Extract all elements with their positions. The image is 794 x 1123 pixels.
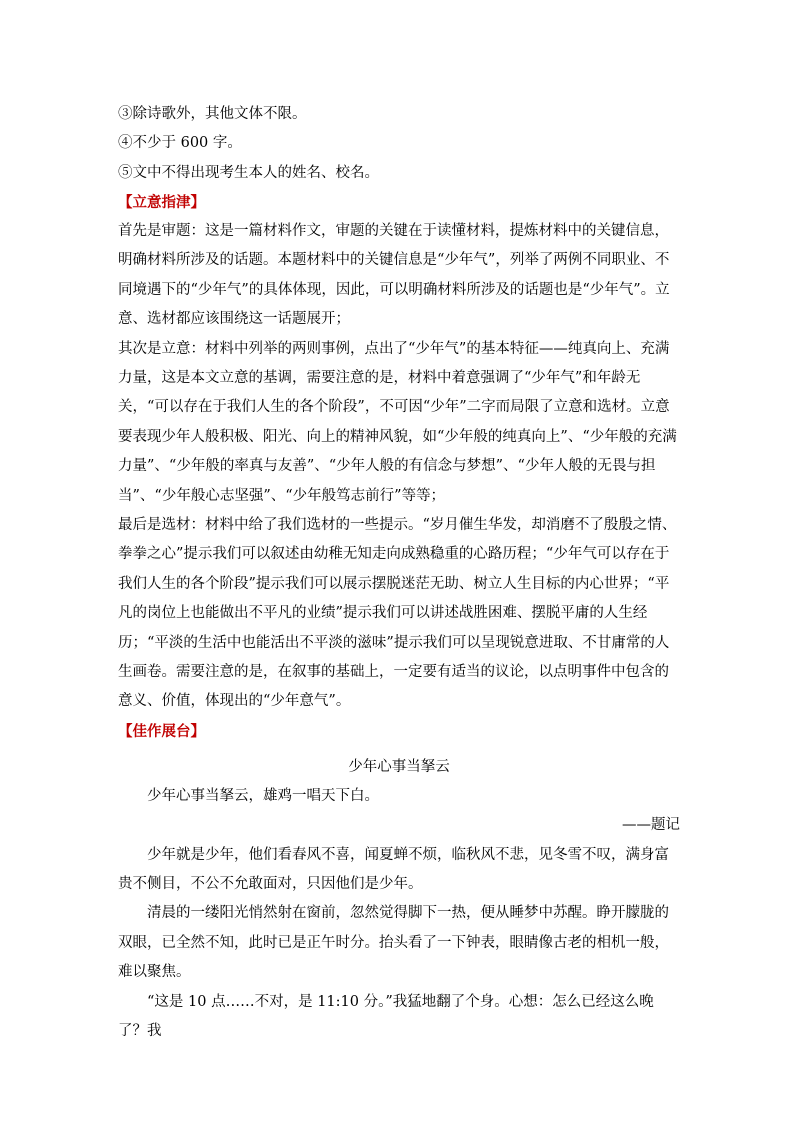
requirements-list xyxy=(118,100,680,188)
essay-title: 少年心事当拏云 xyxy=(348,758,450,775)
requirement-item: ③除诗歌外，其他文体不限。 xyxy=(118,106,307,122)
section-sample-essay xyxy=(118,717,680,1047)
section-heading: 【立意指津】 xyxy=(118,193,205,211)
guidance-paragraph-2: 其次是立意：材料中列举的两则事例，点出了“少年气”的基本特征——纯真向上、充满力量，这是本文立意的基调，需要注意的是，材料中着意强调了“少年气”和年龄无关，“可以存在于我们人生的各个阶段”，不可因“少年”二字而局限了立意和选材。立意要表现少年人般积极、阳光、向上的精神风貌，如“少年般的纯真向上”、“少年般的充满力量”、“少年般的率真与友善”、“少年人般的有信念与梦想”、“少年人般的无畏与担当”、“少年般心志坚强”、“少年般笃志前行”等等； xyxy=(118,340,677,504)
essay-paragraph: 少年就是少年，他们看春风不喜，闻夏蝉不烦，临秋风不悲，见冬雪不叹，满身富贵不侧目，不公不允敢面对，只因他们是少年。 xyxy=(118,846,669,893)
section-guidance xyxy=(118,188,680,717)
requirement-item: ④不少于 600 字。 xyxy=(118,135,242,152)
requirement-item: ⑤文中不得出现考生本人的姓名、校名。 xyxy=(118,164,379,181)
guidance-paragraph-1: 首先是审题：这是一篇材料作文，审题的关键在于读懂材料，提炼材料中的关键信息，明确材料所涉及的话题。本题材料中的关键信息是“少年气”，列举了两例不同职业、不同境遇下的“少年气”的具体体现，因此，可以明确材料所涉及的话题也是“少年气”。立意、选材都应该围绕这一话题展开； xyxy=(118,222,670,328)
document-page xyxy=(118,100,680,1046)
essay-epigraph: 少年心事当拏云，雄鸡一唱天下白。 xyxy=(147,787,379,804)
section-heading: 【佳作展台】 xyxy=(118,722,205,740)
essay-epigraph-note: ——题记 xyxy=(622,817,680,834)
essay-paragraph: “这是 10 点……不对，是 11:10 分。”我猛地翻了个身。心想：怎么已经这么晚了？我 xyxy=(118,993,654,1040)
essay-paragraph: 清晨的一缕阳光悄然射在窗前，忽然觉得脚下一热，便从睡梦中苏醒。睁开朦胧的双眼，已全然不知，此时已是正午时分。抬头看了一下钟表，眼睛像古老的相机一般，难以聚焦。 xyxy=(118,905,669,981)
guidance-paragraph-3: 最后是选材：材料中给了我们选材的一些提示。“岁月催生华发，却消磨不了殷殷之情、拳拳之心”提示我们可以叙述由幼稚无知走向成熟稳重的心路历程；“少年气可以存在于我们人生的各个阶段”提示我们可以展示摆脱迷茫无助、树立人生目标的内心世界；“平凡的岗位上也能做出不平凡的业绩”提示我们可以讲述战胜困难、摆脱平庸的人生经历；“平淡的生活中也能活出不平淡的滋味”提示我们可以呈现锐意进取、不甘庸常的人生画卷。需要注意的是，在叙事的基础上，一定要有适当的议论，以点明事件中包含的意义、价值，体现出的“少年意气”。 xyxy=(118,516,677,710)
